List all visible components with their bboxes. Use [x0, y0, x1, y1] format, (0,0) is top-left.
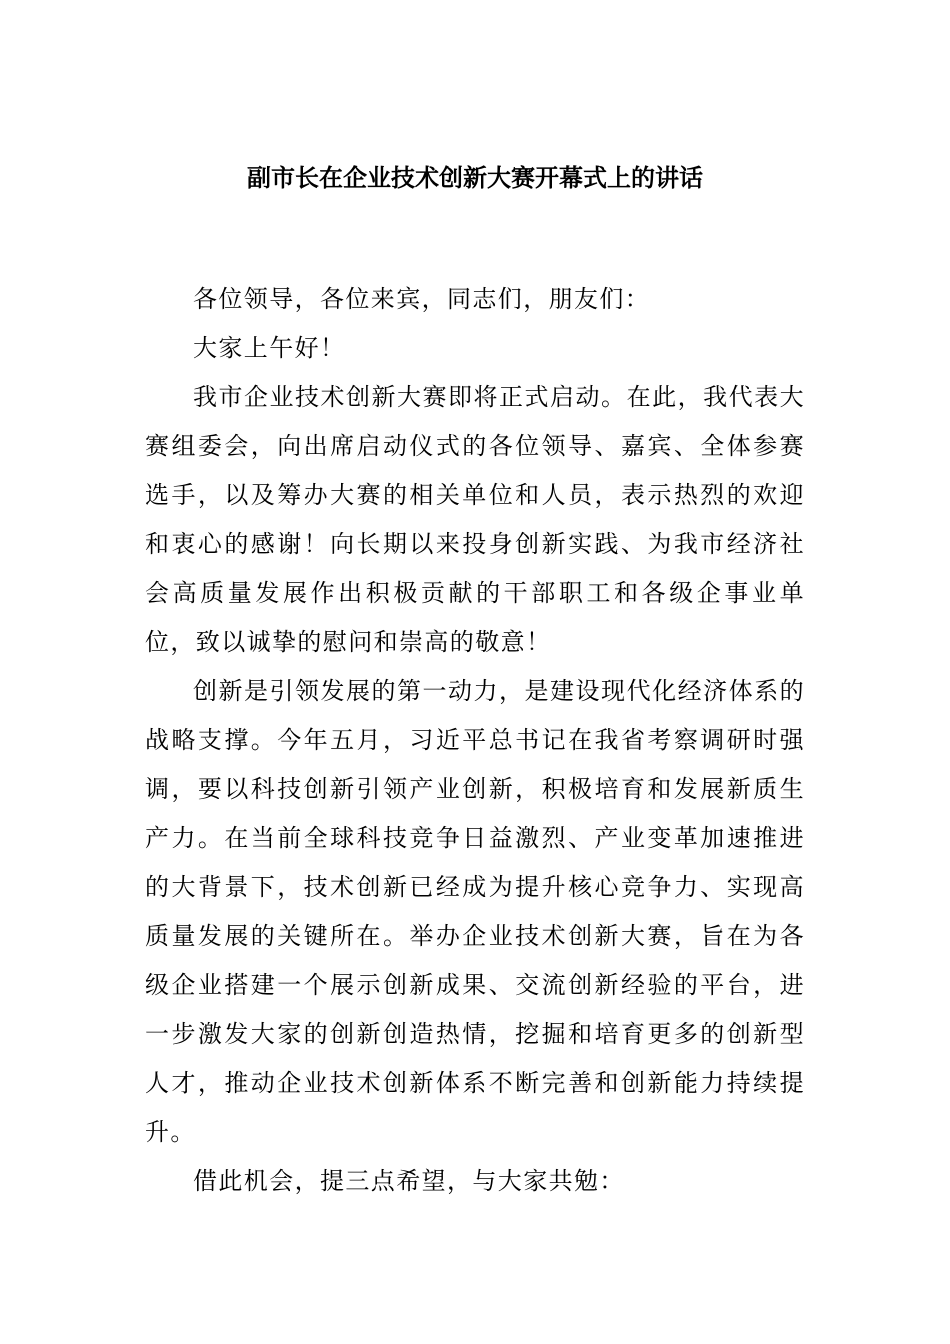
- welcome-paragraph: 我市企业技术创新大赛即将正式启动。在此，我代表大赛组委会，向出席启动仪式的各位领导、嘉宾、全体参赛选手，以及筹办大赛的相关单位和人员，表示热烈的欢迎和衷心的感谢！向长期以来投身创新实践、为我市经济社会高质量发展作出积极贡献的干部职工和各级企事业单位，致以诚挚的慰问和崇高的敬意！: [145, 383, 805, 656]
- innovation-paragraph: 创新是引领发展的第一动力，是建设现代化经济体系的战略支撑。今年五月，习近平总书记在我省考察调研时强调，要以科技创新引领产业创新，积极培育和发展新质生产力。在当前全球科技竞争日益激烈、产业变革加速推进的大背景下，技术创新已经成为提升核心竞争力、实现高质量发展的关键所在。举办企业技术创新大赛，旨在为各级企业搭建一个展示创新成果、交流创新经验的平台，进一步激发大家的创新创造热情，挖掘和培育更多的创新型人才，推动企业技术创新体系不断完善和创新能力持续提升。: [145, 677, 805, 1146]
- document-title: 副市长在企业技术创新大赛开幕式上的讲话: [247, 163, 703, 192]
- document-body: [145, 275, 805, 1206]
- hopes-intro-paragraph: 借此机会，提三点希望，与大家共勉：: [193, 1167, 625, 1195]
- salutation-paragraph: 各位领导，各位来宾，同志们，朋友们：: [193, 285, 651, 313]
- greeting-paragraph: 大家上午好！: [193, 334, 346, 362]
